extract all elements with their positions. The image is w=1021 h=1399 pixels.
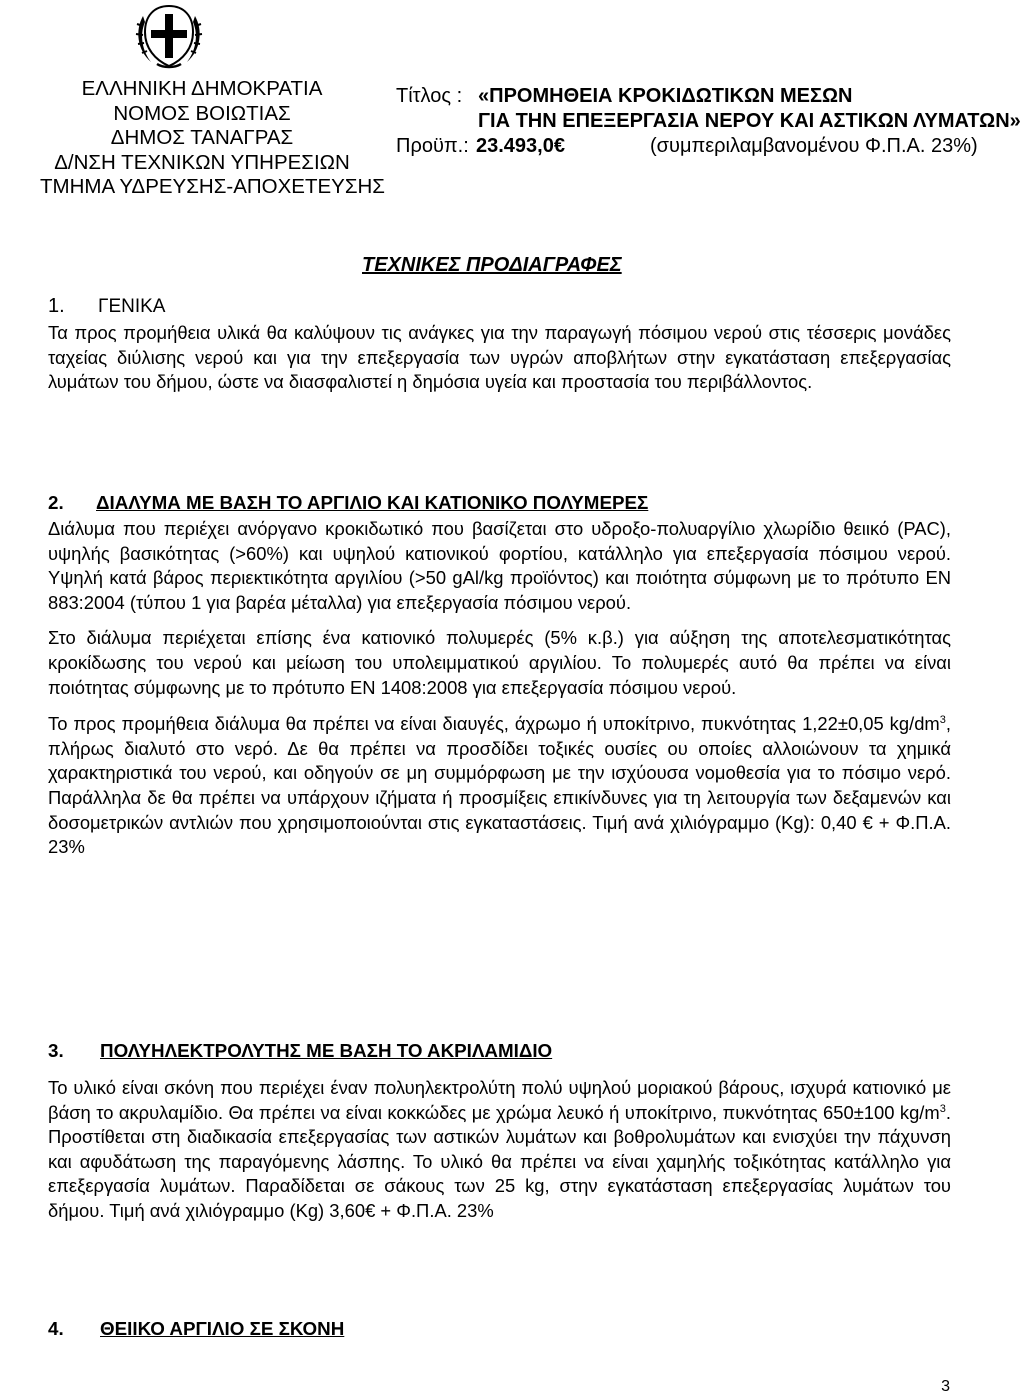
section-1-body bbox=[48, 321, 951, 395]
section-number: 2. bbox=[48, 492, 64, 513]
section-title-text: ΘΕΙΙΚΟ ΑΡΓΙΛΙΟ ΣΕ ΣΚΟΝΗ bbox=[100, 1318, 345, 1339]
paragraph bbox=[48, 712, 951, 860]
page-number: 3 bbox=[941, 1378, 950, 1395]
paragraph: Διάλυμα που περιέχει ανόργανο κροκιδωτικό που βασίζεται στο υδροξο-πολυαργίλιο χλωρίδιο θειικό (PAC), υψηλής βασικότητας (>60%) και υψηλού κατιονικού φορτίου, κατάλληλο για επεξεργασία πόσιμου νερού. Υψηλή κατά βάρος περιεκτικότητα αργιλίου (>50 gAl/kg προϊόντος) και ποιότητα σύμφωνη με το πρότυπο EN 883:2004 (τύπου 1 για βαρέα μέταλλα) για επεξεργασία πόσιμου νερού. bbox=[48, 518, 951, 613]
section-number: 3. bbox=[48, 1040, 64, 1061]
paragraph: Τα προς προμήθεια υλικά θα καλύψουν τις ανάγκες για την παραγωγή πόσιμου νερού στις τέσσερις μονάδες ταχείας διύλισης νερού και για την επεξεργασία των υγρών αποβλήτων στην εγκατάσταση επεξεργασίας λυμάτων του δήμου, ώστε να διασφαλιστεί η δημόσια υγεία και προστασία του περιβάλλοντος. bbox=[48, 322, 951, 393]
section-3-title bbox=[48, 1040, 552, 1062]
section-1-title bbox=[48, 295, 165, 318]
paragraph-part: . Προστίθεται στη διαδικασία επεξεργασίας των αστικών λυμάτων και βοθρολυμάτων και ενισχύει την πάχυνση και αφυδάτωση της παραγόμενης λάσπης. Το υλικό θα πρέπει να είναι χαμηλής τοξικότητας κατάλληλο για επεξεργασία λυμάτων. Παραδίδεται σε σάκους των 25 kg, στην εγκατάσταση επεξεργασίας λυμάτων του δήμου. Τιμή ανά χιλιόγραμμο (Kg) 3,60€ + Φ.Π.Α. 23% bbox=[48, 1101, 951, 1221]
issuer-block bbox=[40, 77, 385, 200]
paragraph: Στο διάλυμα περιέχεται επίσης ένα κατιονικό πολυμερές (5% κ.β.) για αύξηση της αποτελεσματικότητας κροκίδωσης του νερού και μείωση του υπολειμματικού αργιλίου. Το πολυμερές αυτό θα πρέπει να είναι ποιότητας σύμφωνης με το πρότυπο EN 1408:2008 για επεξεργασία πόσιμου νερού. bbox=[48, 627, 951, 698]
superscript: 3 bbox=[939, 714, 946, 727]
title-line-2: ΓΙΑ ΤΗΝ ΕΠΕΞΕΡΓΑΣΙΑ ΝΕΡΟΥ ΚΑΙ ΑΣΤΙΚΩΝ ΛΥΜΑΤΩΝ» bbox=[478, 110, 1021, 132]
greek-emblem-icon bbox=[129, 2, 209, 70]
section-number: 1. bbox=[48, 295, 65, 317]
issuer-line: ΕΛΛΗΝΙΚΗ ΔΗΜΟΚΡΑΤΙΑ bbox=[81, 77, 323, 100]
section-3-body bbox=[48, 1076, 951, 1224]
section-title-text: ΠΟΛΥΗΛΕΚΤΡΟΛΥΤΗΣ ΜΕ ΒΑΣΗ ΤΟ ΑΚΡΙΛΑΜΙΔΙΟ bbox=[100, 1040, 553, 1061]
section-4-title bbox=[48, 1318, 344, 1340]
title-label: Τίτλος : bbox=[396, 85, 463, 107]
title-block bbox=[396, 84, 1021, 159]
section-number: 4. bbox=[48, 1318, 64, 1339]
paragraph bbox=[48, 1076, 951, 1224]
issuer-line: ΤΜΗΜΑ ΥΔΡΕΥΣΗΣ-ΑΠΟΧΕΤΕΥΣΗΣ bbox=[40, 175, 385, 198]
issuer-line: ΔΗΜΟΣ ΤΑΝΑΓΡΑΣ bbox=[110, 126, 294, 149]
title-line-1: «ΠΡΟΜΗΘΕΙΑ ΚΡΟΚΙΔΩΤΙΚΩΝ ΜΕΣΩΝ bbox=[478, 85, 853, 107]
paragraph-part: Το προς προμήθεια διάλυμα θα πρέπει να είναι διαυγές, άχρωμο ή υποκίτρινο, πυκνότητας 1,22±0,05 kg/dm bbox=[48, 713, 940, 735]
budget-label: Προϋπ.: bbox=[396, 135, 469, 157]
section-title-text: ΓΕΝΙΚΑ bbox=[98, 296, 166, 317]
budget-note: (συμπεριλαμβανομένου Φ.Π.Α. 23%) bbox=[650, 135, 978, 157]
section-title-text: ΔΙΑΛΥΜΑ ΜΕ ΒΑΣΗ ΤΟ ΑΡΓΙΛΙΟ ΚΑΙ ΚΑΤΙΟΝΙΚΟ ΠΟΛΥΜΕΡΕΣ bbox=[96, 492, 649, 513]
issuer-line: Δ/ΝΣΗ ΤΕΧΝΙΚΩΝ ΥΠΗΡΕΣΙΩΝ bbox=[54, 150, 350, 174]
spec-heading: ΤΕΧΝΙΚΕΣ ΠΡΟΔΙΑΓΡΑΦΕΣ bbox=[362, 254, 622, 276]
paragraph-part: Το υλικό είναι σκόνη που περιέχει έναν πολυηλεκτρολύτη πολύ υψηλού μοριακού βάρους, ισχυρά κατιονικό με βάση το ακρυλαμίδιο. Θα πρέπει να είναι κοκκώδες με χρώμα λευκό ή υποκίτρινο, πυκνότητας 650±100 kg/m bbox=[48, 1077, 951, 1123]
section-2-title bbox=[48, 492, 648, 514]
budget-value: 23.493,0€ bbox=[476, 135, 565, 157]
section-2-body bbox=[48, 517, 951, 860]
issuer-line: ΝΟΜΟΣ ΒΟΙΩΤΙΑΣ bbox=[113, 101, 291, 125]
superscript: 3 bbox=[939, 1102, 946, 1115]
paragraph-part: , πλήρως διαλυτό στο νερό. Δε θα πρέπει να προσδίδει τοξικές ουσίες ου οποίες αλλοιώνουν τα χημικά χαρακτηριστικά του νερού, και οδηγούν σε μη συμμόρφωση με την ισχύουσα νομοθεσία για το πόσιμο νερό. Παράλληλα δε θα πρέπει να υπάρχουν ιζήματα ή προσμίξεις επικίνδυνες για τη λειτουργία των δεξαμενών και δοσομετρικών αντλιών που χρησιμοποιούνται στις εγκαταστάσεις. Τιμή ανά χιλιόγραμμο (Kg): 0,40 € + Φ.Π.Α. 23% bbox=[48, 713, 951, 858]
